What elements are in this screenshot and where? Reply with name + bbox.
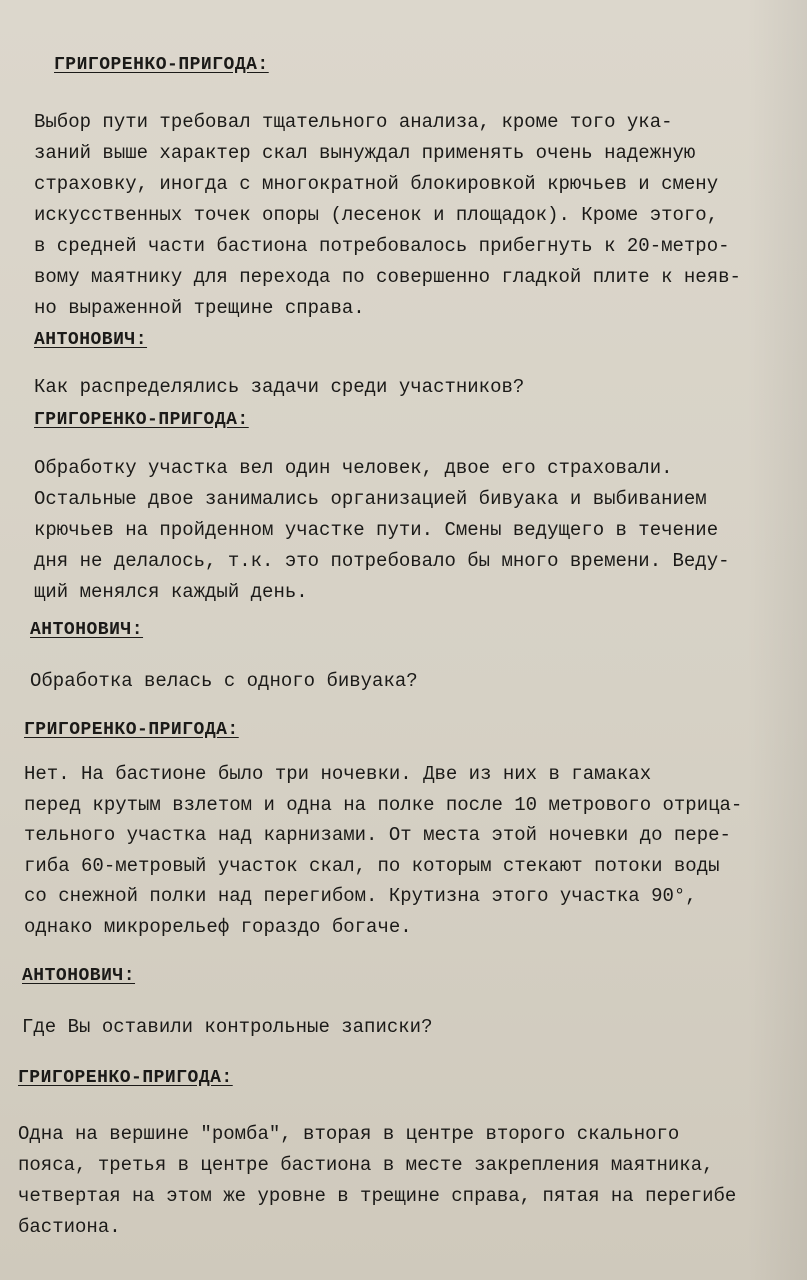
text-line: в средней части бастиона потребовалось прибегнуть к 20-метро- <box>34 235 730 257</box>
speaker-label: АНТОНОВИЧ: <box>30 620 144 640</box>
text-line: вому маятнику для перехода по совершенно гладкой плите к неяв- <box>34 266 741 288</box>
text-line: заний выше характер скал вынуждал применять очень надежную <box>34 142 696 164</box>
text-line: четвертая на этом же уровне в трещине справа, пятая на перегибе <box>18 1185 737 1207</box>
text-line: щий менялся каждый день. <box>34 581 308 603</box>
text-line: страховку, иногда с многократной блокировкой крючьев и смену <box>34 173 719 195</box>
text-line: бастиона. <box>18 1216 121 1238</box>
text-line: тельного участка над карнизами. От места этой ночевки до пере- <box>24 824 731 847</box>
text-line: Обработку участка вел один человек, двое его страховали. <box>34 457 673 479</box>
text-line: Остальные двое занимались организацией бивуака и выбиванием <box>34 488 707 510</box>
text-line: пояса, третья в центре бастиона в месте закрепления маятника, <box>18 1154 714 1176</box>
speaker-label: АНТОНОВИЧ: <box>34 330 148 350</box>
text-line: Выбор пути требовал тщательного анализа, кроме того ука- <box>34 111 673 133</box>
speaker-label: АНТОНОВИЧ: <box>22 966 136 986</box>
text-line: со снежной полки над перегибом. Крутизна этого участка 90°, <box>24 885 697 908</box>
text-line: однако микрорельеф гораздо богаче. <box>24 915 412 938</box>
text-line: гиба 60-метровый участок скал, по которым стекают потоки воды <box>24 854 720 877</box>
text-line: Где Вы оставили контрольные записки? <box>22 1016 433 1038</box>
question-paragraph <box>22 1012 432 1043</box>
text-line: искусственных точек опоры (лесенок и площадок). Кроме этого, <box>34 204 719 226</box>
answer-paragraph <box>24 759 742 943</box>
text-line: дня не делалось, т.к. это потребовало бы много времени. Веду- <box>34 550 730 572</box>
text-line: крючьев на пройденном участке пути. Смены ведущего в течение <box>34 519 719 541</box>
text-line: Как распределялись задачи среди участников? <box>34 376 525 398</box>
text-line: Одна на вершине "ромба", вторая в центре второго скального <box>18 1123 680 1145</box>
speaker-label: ГРИГОРЕНКО-ПРИГОДА: <box>18 1068 233 1088</box>
question-paragraph <box>30 666 418 697</box>
question-paragraph <box>34 372 524 403</box>
answer-paragraph <box>18 1119 736 1243</box>
answer-paragraph <box>34 107 741 324</box>
speaker-label: ГРИГОРЕНКО-ПРИГОДА: <box>34 410 249 430</box>
text-line: Нет. На бастионе было три ночевки. Две из них в гамаках <box>24 763 652 785</box>
text-line: но выраженной трещине справа. <box>34 297 365 319</box>
text-line: Обработка велась с одного бивуака? <box>30 670 418 692</box>
speaker-label: ГРИГОРЕНКО-ПРИГОДА: <box>24 720 239 740</box>
speaker-label: ГРИГОРЕНКО-ПРИГОДА: <box>54 55 269 75</box>
text-line: перед крутым взлетом и одна на полке после 10 метрового отрица- <box>24 793 743 816</box>
answer-paragraph <box>34 453 730 608</box>
